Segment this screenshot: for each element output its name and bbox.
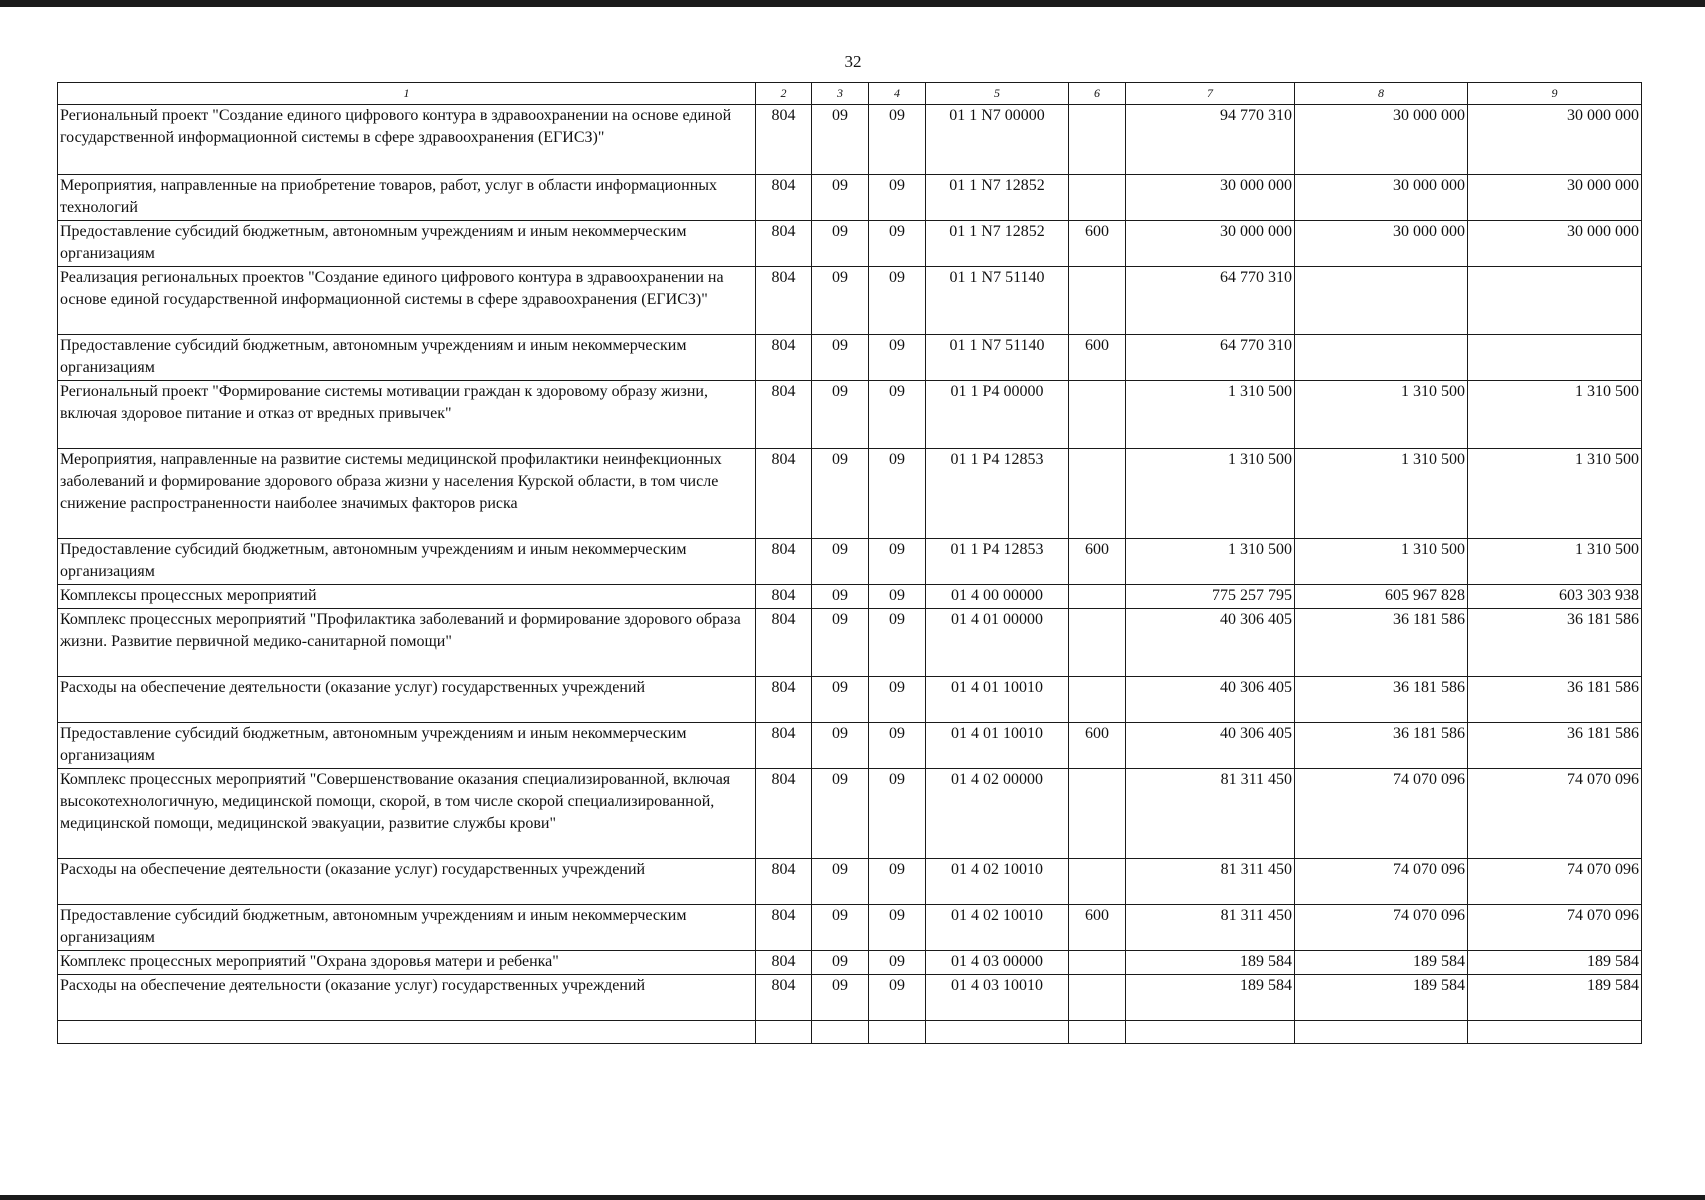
cell-col-4: 09 [869,175,926,221]
amount-col-7: 40 306 405 [1126,677,1295,723]
row-description: Расходы на обеспечение деятельности (оказание услуг) государственных учреждений [58,975,756,1021]
amount-col-9: 74 070 096 [1468,905,1642,951]
cell-col-6 [1069,105,1126,175]
amount-col-7: 30 000 000 [1126,175,1295,221]
amount-col-8: 189 584 [1295,951,1468,975]
cell-col-5: 01 1 P4 12853 [926,449,1069,539]
amount-col-8: 1 310 500 [1295,449,1468,539]
cell-col-4: 09 [869,105,926,175]
cell-col-2: 804 [756,221,812,267]
amount-col-7: 81 311 450 [1126,859,1295,905]
table-body [58,105,1642,1044]
column-header: 6 [1069,83,1126,105]
cell-col-6: 600 [1069,221,1126,267]
amount-col-7: 189 584 [1126,951,1295,975]
cell-col-4: 09 [869,723,926,769]
amount-col-7: 1 310 500 [1126,449,1295,539]
cell-col-4: 09 [869,539,926,585]
amount-col-9: 1 310 500 [1468,449,1642,539]
cell-col-4: 09 [869,975,926,1021]
cell-col-3: 09 [812,975,869,1021]
cell-col-3: 09 [812,105,869,175]
cell-col-2: 804 [756,175,812,221]
cell-col-2: 804 [756,975,812,1021]
empty-cell [1126,1021,1295,1044]
column-header: 1 [58,83,756,105]
cell-col-6 [1069,381,1126,449]
scan-edge-bottom [0,1195,1705,1200]
column-number-row [58,83,1642,105]
cell-col-2: 804 [756,677,812,723]
cell-col-6: 600 [1069,723,1126,769]
cell-col-4: 09 [869,677,926,723]
cell-col-6 [1069,859,1126,905]
table-row [58,449,1642,539]
amount-col-7: 40 306 405 [1126,609,1295,677]
table-row [58,539,1642,585]
cell-col-4: 09 [869,221,926,267]
row-description: Региональный проект "Формирование системы мотивации граждан к здоровому образу жизни, включая здоровое питание и отказ от вредных привычек" [58,381,756,449]
cell-col-2: 804 [756,267,812,335]
table-row [58,267,1642,335]
row-description: Комплекс процессных мероприятий "Профилактика заболеваний и формирование здорового образа жизни. Развитие первичной медико-санитарной помощи" [58,609,756,677]
amount-col-8: 1 310 500 [1295,539,1468,585]
column-header: 8 [1295,83,1468,105]
empty-cell [756,1021,812,1044]
cell-col-6 [1069,175,1126,221]
table-row [58,609,1642,677]
cell-col-3: 09 [812,221,869,267]
amount-col-9: 36 181 586 [1468,609,1642,677]
cell-col-4: 09 [869,381,926,449]
row-description: Региональный проект "Создание единого цифрового контура в здравоохранении на основе единой государственной информационной системы в сфере здравоохранения (ЕГИСЗ)" [58,105,756,175]
empty-cell [1295,1021,1468,1044]
cell-col-3: 09 [812,585,869,609]
table-row [58,221,1642,267]
cell-col-3: 09 [812,267,869,335]
empty-row [58,1021,1642,1044]
cell-col-5: 01 1 N7 51140 [926,267,1069,335]
cell-col-5: 01 4 03 00000 [926,951,1069,975]
cell-col-2: 804 [756,449,812,539]
cell-col-3: 09 [812,449,869,539]
amount-col-7: 64 770 310 [1126,335,1295,381]
amount-col-7: 64 770 310 [1126,267,1295,335]
row-description: Комплекс процессных мероприятий "Совершенствование оказания специализированной, включая высокотехнологичную, медицинской помощи, скорой, в том числе скорой специализированной, медицинской помощи, медицинской эвакуации, развитие службы крови" [58,769,756,859]
cell-col-5: 01 4 03 10010 [926,975,1069,1021]
amount-col-9: 74 070 096 [1468,769,1642,859]
amount-col-8: 30 000 000 [1295,105,1468,175]
cell-col-6: 600 [1069,905,1126,951]
cell-col-3: 09 [812,335,869,381]
cell-col-2: 804 [756,951,812,975]
cell-col-6: 600 [1069,335,1126,381]
amount-col-8: 36 181 586 [1295,609,1468,677]
table-row [58,105,1642,175]
empty-cell [58,1021,756,1044]
cell-col-3: 09 [812,175,869,221]
amount-col-7: 189 584 [1126,975,1295,1021]
row-description: Мероприятия, направленные на развитие системы медицинской профилактики неинфекционных заболеваний и формирование здорового образа жизни у населения Курской области, в том числе снижение распространенности наиболее значимых факторов риска [58,449,756,539]
cell-col-6: 600 [1069,539,1126,585]
row-description: Расходы на обеспечение деятельности (оказание услуг) государственных учреждений [58,677,756,723]
cell-col-5: 01 4 00 00000 [926,585,1069,609]
amount-col-8: 36 181 586 [1295,723,1468,769]
budget-table [57,82,1642,1044]
row-description: Предоставление субсидий бюджетным, автономным учреждениям и иным некоммерческим организациям [58,539,756,585]
row-description: Реализация региональных проектов "Создание единого цифрового контура в здравоохранении на основе единой государственной информационной системы в сфере здравоохранения (ЕГИСЗ)" [58,267,756,335]
table-row [58,951,1642,975]
empty-cell [812,1021,869,1044]
row-description: Предоставление субсидий бюджетным, автономным учреждениям и иным некоммерческим организациям [58,221,756,267]
cell-col-5: 01 4 02 00000 [926,769,1069,859]
row-description: Предоставление субсидий бюджетным, автономным учреждениям и иным некоммерческим организациям [58,905,756,951]
amount-col-9: 189 584 [1468,975,1642,1021]
cell-col-4: 09 [869,335,926,381]
row-description: Комплекс процессных мероприятий "Охрана здоровья матери и ребенка" [58,951,756,975]
scan-edge-top [0,0,1705,7]
table-row [58,905,1642,951]
cell-col-3: 09 [812,609,869,677]
amount-col-7: 81 311 450 [1126,905,1295,951]
cell-col-4: 09 [869,585,926,609]
cell-col-6 [1069,449,1126,539]
amount-col-9 [1468,267,1642,335]
cell-col-3: 09 [812,859,869,905]
cell-col-3: 09 [812,539,869,585]
cell-col-4: 09 [869,905,926,951]
cell-col-2: 804 [756,105,812,175]
cell-col-2: 804 [756,609,812,677]
cell-col-2: 804 [756,335,812,381]
empty-cell [1468,1021,1642,1044]
amount-col-8: 36 181 586 [1295,677,1468,723]
cell-col-6 [1069,267,1126,335]
cell-col-5: 01 4 02 10010 [926,905,1069,951]
cell-col-4: 09 [869,769,926,859]
amount-col-7: 40 306 405 [1126,723,1295,769]
cell-col-2: 804 [756,769,812,859]
amount-col-9: 1 310 500 [1468,381,1642,449]
cell-col-6 [1069,677,1126,723]
table-row [58,381,1642,449]
column-header: 3 [812,83,869,105]
cell-col-5: 01 1 N7 12852 [926,175,1069,221]
cell-col-5: 01 4 01 10010 [926,677,1069,723]
table-row [58,335,1642,381]
cell-col-2: 804 [756,905,812,951]
cell-col-5: 01 1 N7 51140 [926,335,1069,381]
amount-col-9: 74 070 096 [1468,859,1642,905]
table-row [58,677,1642,723]
page-number: 32 [844,52,862,71]
amount-col-7: 81 311 450 [1126,769,1295,859]
table-row [58,585,1642,609]
amount-col-9: 603 303 938 [1468,585,1642,609]
table-row [58,859,1642,905]
amount-col-9: 30 000 000 [1468,175,1642,221]
amount-col-8: 74 070 096 [1295,769,1468,859]
amount-col-9: 1 310 500 [1468,539,1642,585]
amount-col-7: 775 257 795 [1126,585,1295,609]
cell-col-5: 01 1 P4 00000 [926,381,1069,449]
table-row [58,175,1642,221]
cell-col-4: 09 [869,951,926,975]
cell-col-3: 09 [812,677,869,723]
table-row [58,723,1642,769]
row-description: Расходы на обеспечение деятельности (оказание услуг) государственных учреждений [58,859,756,905]
cell-col-6 [1069,609,1126,677]
column-header: 5 [926,83,1069,105]
amount-col-9: 36 181 586 [1468,677,1642,723]
cell-col-4: 09 [869,609,926,677]
table-row [58,769,1642,859]
cell-col-5: 01 1 N7 00000 [926,105,1069,175]
amount-col-8: 74 070 096 [1295,859,1468,905]
cell-col-4: 09 [869,267,926,335]
empty-cell [869,1021,926,1044]
cell-col-2: 804 [756,859,812,905]
amount-col-8 [1295,267,1468,335]
column-header: 9 [1468,83,1642,105]
cell-col-2: 804 [756,723,812,769]
amount-col-8: 30 000 000 [1295,221,1468,267]
column-header: 2 [756,83,812,105]
amount-col-7: 30 000 000 [1126,221,1295,267]
amount-col-7: 94 770 310 [1126,105,1295,175]
cell-col-6 [1069,585,1126,609]
cell-col-6 [1069,951,1126,975]
amount-col-8: 30 000 000 [1295,175,1468,221]
amount-col-9 [1468,335,1642,381]
empty-cell [1069,1021,1126,1044]
amount-col-8: 74 070 096 [1295,905,1468,951]
cell-col-4: 09 [869,859,926,905]
cell-col-5: 01 1 N7 12852 [926,221,1069,267]
cell-col-2: 804 [756,539,812,585]
cell-col-2: 804 [756,585,812,609]
cell-col-3: 09 [812,769,869,859]
cell-col-3: 09 [812,951,869,975]
row-description: Предоставление субсидий бюджетным, автономным учреждениям и иным некоммерческим организациям [58,723,756,769]
cell-col-3: 09 [812,381,869,449]
row-description: Предоставление субсидий бюджетным, автономным учреждениям и иным некоммерческим организациям [58,335,756,381]
cell-col-4: 09 [869,449,926,539]
row-description: Мероприятия, направленные на приобретение товаров, работ, услуг в области информационных технологий [58,175,756,221]
cell-col-5: 01 4 01 10010 [926,723,1069,769]
amount-col-9: 30 000 000 [1468,221,1642,267]
amount-col-9: 36 181 586 [1468,723,1642,769]
amount-col-8 [1295,335,1468,381]
cell-col-6 [1069,975,1126,1021]
cell-col-6 [1069,769,1126,859]
amount-col-8: 1 310 500 [1295,381,1468,449]
cell-col-5: 01 4 01 00000 [926,609,1069,677]
cell-col-5: 01 1 P4 12853 [926,539,1069,585]
amount-col-9: 189 584 [1468,951,1642,975]
cell-col-3: 09 [812,723,869,769]
column-header: 4 [869,83,926,105]
cell-col-3: 09 [812,905,869,951]
amount-col-7: 1 310 500 [1126,381,1295,449]
column-header: 7 [1126,83,1295,105]
empty-cell [926,1021,1069,1044]
row-description: Комплексы процессных мероприятий [58,585,756,609]
amount-col-9: 30 000 000 [1468,105,1642,175]
cell-col-5: 01 4 02 10010 [926,859,1069,905]
amount-col-8: 189 584 [1295,975,1468,1021]
amount-col-8: 605 967 828 [1295,585,1468,609]
cell-col-2: 804 [756,381,812,449]
amount-col-7: 1 310 500 [1126,539,1295,585]
table-row [58,975,1642,1021]
